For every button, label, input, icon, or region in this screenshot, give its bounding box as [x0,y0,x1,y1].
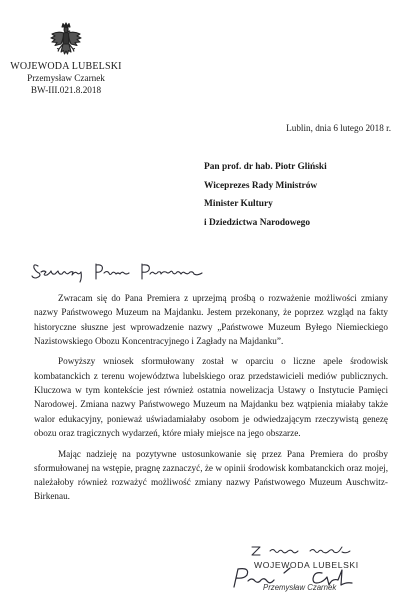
letterhead-name: Przemysław Czarnek [27,73,105,83]
date-line: Lublin, dnia 6 lutego 2018 r. [286,123,391,133]
addressee-block [204,158,327,232]
body-paragraph: Mając nadzieję na pozytywne ustosunkowanie się przez Pana Premiera do prośby sformułowanej na wstępie, pragnę zaznaczyć, że w opinii środowisk kombatanckich oraz mojej, należałoby również rozważyć możliwość zmiany nazwy Państwowego Muzeum Auschwitz-Birkenau. [34,448,388,502]
handwritten-salutation [30,256,210,286]
letter-body [34,291,388,510]
signature-stamp-office: WOJEWODA LUBELSKI [254,560,359,570]
body-paragraph: Zwracam się do Pana Premiera z uprzejmą prośbą o rozważenie możliwości zmiany nazwy Państwowego Muzeum na Majdanku. Jestem przekonany, że poprzez wzgląd na fakty historyczne słuszne jest wprowadzenie nazwy „Państwowe Muzeum Byłego Niemieckiego Nazistowskiego Obozu Koncentracyjnego i Zagłady na Majdanku”. [34,293,388,346]
addressee-line: Wiceprezes Rady Ministrów [204,180,318,191]
handwritten-closing [248,543,358,559]
addressee-line: Pan prof. dr hab. Piotr Gliński [204,162,327,172]
addressee-line: Minister Kultury [204,199,273,209]
body-paragraph: Powyższy wniosek sformułowany został w oparciu o liczne apele środowisk kombatanckich z terenu województwa lubelskiego oraz przedstawicieli mediów publicznych. Kluczowa w tym kontekście jest również ostatnia nowelizacja Ustawy o Instytucie Pamięci Narodowej. Zmiana nazwy Państwowego Muzeum na Majdanku bez wątpienia miałaby także walor edukacyjny, ponieważ uświadamiałaby osobom je odwiedzającym rzeczywistą genezę obozu oraz tragicznych wydarzeń, które miały miejsce na jego obszarze. [34,356,388,438]
letterhead-office: WOJEWODA LUBELSKI [10,61,122,72]
signature-stamp-name: Przemysław Czarnek [263,583,337,592]
polish-eagle-emblem-icon [49,22,83,60]
addressee-line: i Dziedzictwa Narodowego [204,217,311,228]
letterhead-reference: BW-III.021.8.2018 [30,85,102,95]
